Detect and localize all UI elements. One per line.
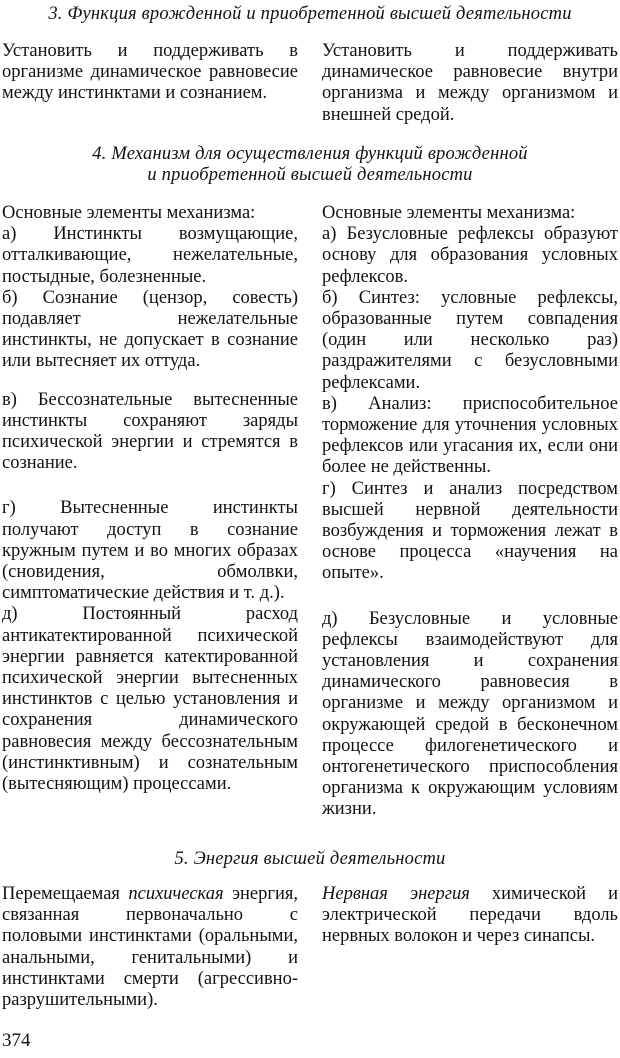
section-4-right-item-b: б) Синтез: условные рефлексы, образованные путем совпадения (один или несколько раз) раздражителями с безусловными рефлексами. [322,287,618,393]
section-4-heading-line-1: 4. Механизм для осуществления функций врожденной [92,144,528,164]
section-4-right-item-a: а) Безусловные рефлексы образуют основу для образования условных рефлексов. [322,224,618,287]
section-3-left-text: Установить и поддерживать в организме динамическое равновесие между инстинктами и сознанием. [2,41,298,104]
section-5-right-text [322,884,618,948]
section-5-right-italic: Нервная энергия [322,884,470,904]
page-number: 374 [2,1030,31,1051]
section-5-left-rest: энергия, связанная первоначально с половыми инстинктами (оральными, анальными, генитальными) и инстинктами смерти (агрессивно-разрушительными). [2,884,298,1011]
section-3-left-column [2,41,298,105]
section-5-left-prefix: Перемещаемая [2,884,129,904]
section-3-heading: 3. Функция врожденной и приобретенной высшей деятельности [48,4,572,24]
section-4-right-column [322,203,618,821]
section-5-right-column [322,884,618,948]
section-5-heading: 5. Энергия высшей деятельности [174,849,446,869]
section-4-right-item-d: д) Безусловные и условные рефлексы взаимодействуют для установления и сохранения динамического равновесия в организме и между организмом и окружающей средой в бесконечном процессе филогенетического и онтогенетического приспособления организма к окружающим условиям жизни. [322,608,618,820]
section-3-right-column [322,41,618,126]
section-4-left-item-v: в) Бессознательные вытесненные инстинкты сохраняют заряды психической энергии и стремятся в сознание. [2,389,298,474]
section-4-right-intro: Основные элементы механизма: [322,203,576,223]
section-4-right-item-v: в) Анализ: приспособительное торможение для уточнения условных рефлексов или угасания их, если они более не действенны. [322,393,618,478]
section-5-left-column [2,884,298,1011]
section-4-right-item-g: г) Синтез и анализ посредством высшей нервной деятельности возбуждения и торможения лежат в основе процесса «научения на опыте». [322,478,618,584]
section-5-left-text [2,884,298,1011]
section-4-left-item-g: г) Вытесненные инстинкты получают доступ в сознание кружным путем и во многих образах (сновидения, обмолвки, симптоматические действия и т. д.). [2,498,298,604]
section-4-left-intro: Основные элементы механизма: [2,203,256,223]
section-5-right-rest: химической и электрической передачи вдоль нервных волокон и через синапсы. [322,884,618,947]
section-4-left-column [2,203,298,795]
section-3-right-text: Установить и поддерживать динамическое равновесие внутри организма и между организмом и внешней средой. [322,41,618,125]
section-4-heading-line-2: и приобретенной высшей деятельности [147,165,473,185]
section-4-left-item-a: а) Инстинкты возмущающие, отталкивающие, нежелательные, постыдные, болезненные. [2,224,298,287]
section-4-left-item-b: б) Сознание (цензор, совесть) подавляет нежелательные инстинкты, не допускает в сознание или вытесняет их оттуда. [2,287,298,372]
section-5-left-italic: психическая [128,884,224,904]
section-4-left-item-d: д) Постоянный расход антикатектированной психической энергии равняется катектированной психической энергии вытесненных инстинктов с целью установления и сохранения динамического равновесия между бессознательным (инстинктивным) и сознательным (вытесняющим) процессами. [2,604,298,795]
